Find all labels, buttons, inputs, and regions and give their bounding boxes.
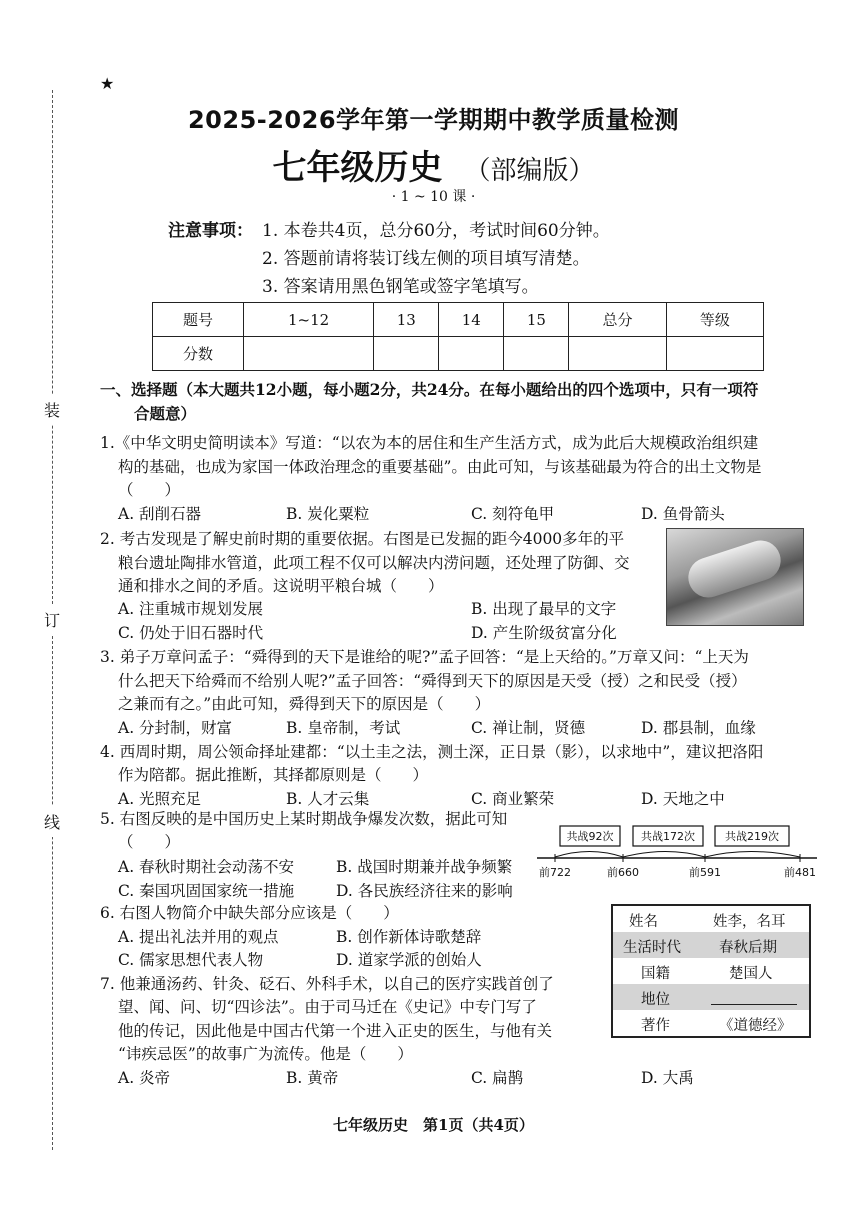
binding-char-ding: 订	[44, 604, 60, 635]
timeline-tick-label: 前591	[689, 866, 721, 879]
profile-value: 姓李，名耳	[713, 914, 786, 930]
question-5-option-c[interactable]: C. 秦国巩固国家统一措施	[118, 882, 295, 900]
notes-label: 注意事项：	[168, 221, 253, 241]
score-header-row	[153, 303, 764, 337]
binding-char-xian: 线	[44, 806, 60, 837]
question-3-text: 3. 弟子万章问孟子：“舜得到的天下是谁给的呢?”孟子回答：“是上天给的。”万章又问：“上天为	[100, 648, 749, 666]
question-7-text: 望、闻、问、切“四诊法”。由于司马迁在《史记》中专门写了	[118, 998, 537, 1016]
question-6-option-b[interactable]: B. 创作新体诗歌楚辞	[336, 928, 482, 946]
question-5-text: 5. 右图反映的是中国历史上某时期战争爆发次数，据此可知	[100, 810, 508, 828]
question-4-option-d[interactable]: D. 天地之中	[641, 790, 725, 808]
war-timeline	[535, 824, 825, 884]
timeline-tick-label: 前481	[784, 866, 816, 879]
question-4-text: 作为陪都。据此推断，其择都原则是（ ）	[118, 766, 429, 784]
question-7-option-b[interactable]: B. 黄帝	[286, 1069, 339, 1087]
question-3-option-c[interactable]: C. 禅让制，贤德	[471, 719, 586, 737]
binding-char-zhuang: 装	[44, 394, 60, 425]
score-cell[interactable]	[374, 337, 439, 371]
profile-value: 《道德经》	[719, 1018, 792, 1034]
question-2-option-d[interactable]: D. 产生阶级贫富分化	[471, 624, 617, 642]
question-1-option-d[interactable]: D. 鱼骨箭头	[641, 505, 725, 523]
score-cell[interactable]	[439, 337, 504, 371]
question-7-text: 他的传记，因此他是中国古代第一个进入正史的医生，与他有关	[118, 1022, 553, 1040]
profile-blank	[711, 1004, 797, 1005]
war-count-label: 共战219次	[725, 830, 779, 843]
score-cell[interactable]	[504, 337, 569, 371]
question-2-option-b[interactable]: B. 出现了最早的文字	[471, 600, 617, 618]
question-1-text: 构的基础，也成为家国一体政治理念的重要基础”。由此可知，与该基础最为符合的出土文物是	[118, 458, 762, 476]
score-header-cell: 1~12	[244, 303, 374, 337]
section-heading-cont: 合题意）	[134, 404, 197, 423]
question-7-text: “讳疾忌医”的故事广为流传。他是（ ）	[118, 1045, 413, 1063]
page-footer: 七年级历史 第1页（共4页）	[333, 1116, 534, 1134]
question-1-text: （ ）	[118, 481, 181, 499]
question-2-option-c[interactable]: C. 仍处于旧石器时代	[118, 624, 264, 642]
score-header-cell: 15	[504, 303, 569, 337]
question-7-text: 7. 他兼通汤药、针灸、砭石、外科手术，以自己的医疗实践首创了	[100, 975, 554, 993]
score-header-cell: 13	[374, 303, 439, 337]
profile-row	[613, 958, 809, 984]
question-4-text: 4. 西周时期，周公领命择址建都：“以土圭之法，测土深，正日景（影），以求地中”，建议把洛阳	[100, 743, 764, 761]
question-4-option-b[interactable]: B. 人才云集	[286, 790, 370, 808]
profile-key: 地位	[641, 992, 670, 1008]
question-1-option-c[interactable]: C. 刻符龟甲	[471, 505, 555, 523]
profile-row	[613, 906, 809, 932]
section-heading: 一、选择题（本大题共12小题，每小题2分，共24分。在每小题给出的四个选项中，只有一项符	[100, 380, 759, 399]
question-4-option-c[interactable]: C. 商业繁荣	[471, 790, 555, 808]
question-7-option-c[interactable]: C. 扁鹊	[471, 1069, 524, 1087]
score-cell[interactable]	[244, 337, 374, 371]
profile-key: 国籍	[641, 966, 670, 982]
note-item: 3. 答案请用黑色钢笔或签字笔填写。	[262, 277, 539, 297]
question-1-option-b[interactable]: B. 炭化粟粒	[286, 505, 370, 523]
question-2-option-a[interactable]: A. 注重城市规划发展	[118, 600, 264, 618]
question-5-option-b[interactable]: B. 战国时期兼并战争频繁	[336, 858, 513, 876]
edition-label: （部编版）	[464, 156, 595, 186]
war-count-label: 共战172次	[641, 830, 695, 843]
question-3-option-b[interactable]: B. 皇帝制，考试	[286, 719, 401, 737]
note-item: 1. 本卷共4页，总分60分，考试时间60分钟。	[262, 221, 610, 241]
profile-row	[613, 1010, 809, 1036]
period-brace	[555, 852, 800, 858]
question-3-text: 之兼而有之。”由此可知，舜得到天下的原因是（ ）	[118, 695, 491, 713]
question-6-text: 6. 右图人物简介中缺失部分应该是（ ）	[100, 904, 399, 922]
drainage-pipe-photo	[666, 528, 804, 626]
score-header-cell: 等级	[666, 303, 763, 337]
question-2-text: 通和排水之间的矛盾。这说明平粮台城（ ）	[118, 577, 444, 595]
subject-name: 七年级历史	[272, 148, 443, 188]
score-header-cell: 题号	[153, 303, 244, 337]
pipe-shape	[683, 535, 786, 602]
timeline-tick-label: 前660	[607, 866, 639, 879]
question-3-option-a[interactable]: A. 分封制，财富	[118, 719, 233, 737]
question-4-option-a[interactable]: A. 光照充足	[118, 790, 202, 808]
question-3-option-d[interactable]: D. 郡县制，血缘	[641, 719, 756, 737]
score-cell[interactable]	[569, 337, 666, 371]
question-5-option-d[interactable]: D. 各民族经济往来的影响	[336, 882, 513, 900]
question-2-text: 2. 考古发现是了解史前时期的重要依据。右图是已发掘的距今4000多年的平	[100, 530, 625, 548]
score-header-cell: 14	[439, 303, 504, 337]
profile-row	[613, 932, 809, 958]
profile-key: 著作	[641, 1018, 670, 1034]
note-item: 2. 答题前请将装订线左侧的项目填写清楚。	[262, 249, 590, 269]
subject-title	[0, 140, 867, 189]
question-7-option-a[interactable]: A. 炎帝	[118, 1069, 171, 1087]
score-row-label: 分数	[153, 337, 244, 371]
war-count-label: 共战92次	[566, 830, 614, 843]
question-6-option-c[interactable]: C. 儒家思想代表人物	[118, 951, 264, 969]
profile-value: 春秋后期	[719, 940, 777, 956]
score-cell[interactable]	[666, 337, 763, 371]
profile-key: 姓名	[629, 914, 658, 930]
profile-row	[613, 984, 809, 1010]
question-6-option-a[interactable]: A. 提出礼法并用的观点	[118, 928, 279, 946]
question-5-text: （ ）	[118, 833, 181, 851]
person-profile-card	[611, 904, 811, 1038]
question-7-option-d[interactable]: D. 大禹	[641, 1069, 694, 1087]
question-3-text: 什么把天下给舜而不给别人呢?”孟子回答：“舜得到天下的原因是天受（授）之和民受（授）	[118, 672, 747, 690]
question-5-option-a[interactable]: A. 春秋时期社会动荡不安	[118, 858, 295, 876]
question-6-option-d[interactable]: D. 道家学派的创始人	[336, 951, 482, 969]
lesson-scope: · 1 ~ 10 课 ·	[391, 189, 476, 205]
profile-value: 楚国人	[729, 966, 773, 982]
question-1-text: 1.《中华文明史简明读本》写道：“以农为本的居住和生产生活方式，成为此后大规模政治组织建	[100, 434, 759, 452]
star-mark: ★	[100, 74, 115, 93]
score-header-cell: 总分	[569, 303, 666, 337]
question-1-option-a[interactable]: A. 刮削石器	[118, 505, 202, 523]
score-table	[152, 302, 764, 371]
question-2-text: 粮台遗址陶排水管道，此项工程不仅可以解决内涝问题，还处理了防御、交	[118, 554, 630, 572]
timeline-tick-label: 前722	[539, 866, 571, 879]
exam-title: 2025-2026学年第一学期期中教学质量检测	[187, 106, 680, 134]
profile-key: 生活时代	[623, 940, 681, 956]
score-value-row	[153, 337, 764, 371]
